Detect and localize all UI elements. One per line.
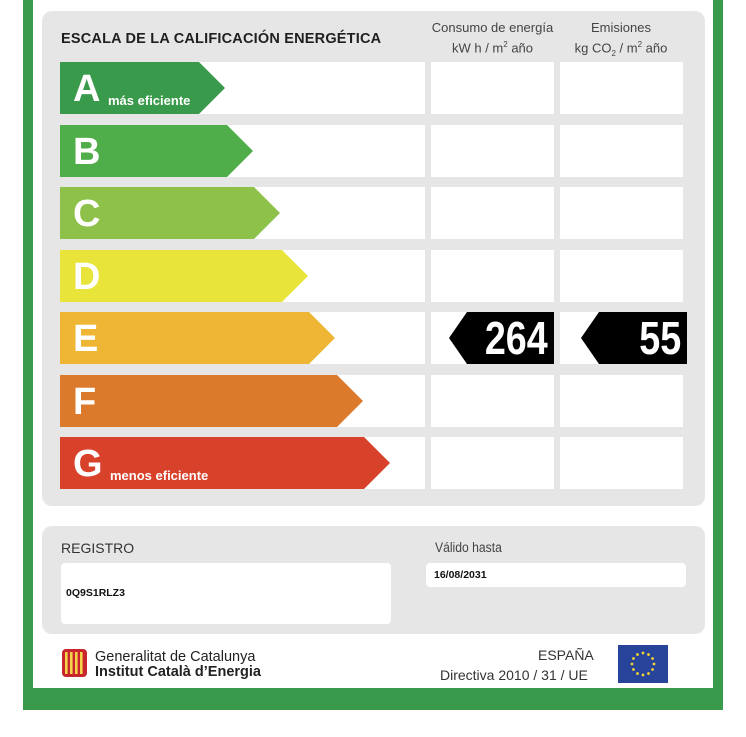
rating-arrow-d [60, 250, 308, 302]
scale-title: ESCALA DE LA CALIFICACIÓN ENERGÉTICA [61, 31, 382, 47]
energy-header-line1: Consumo de energía [431, 20, 554, 35]
rating-arrow-shape [60, 312, 335, 364]
org-name-line2: Institut Català d’Energia [95, 664, 261, 680]
eu-star [632, 668, 635, 671]
rating-arrow-a [60, 62, 225, 114]
eu-star [653, 663, 656, 666]
catalonia-emblem-icon [61, 648, 88, 678]
rating-letter: D [73, 256, 101, 298]
country-label: ESPAÑA [538, 647, 594, 663]
energy-cell [431, 187, 554, 239]
emissions-cell [560, 62, 683, 114]
energy-cell [431, 375, 554, 427]
registration-code: 0Q9S1RLZ3 [66, 587, 125, 599]
eu-star [631, 663, 634, 666]
energy-cell [431, 250, 554, 302]
rating-note: menos eficiente [110, 468, 209, 483]
eu-star [636, 653, 639, 656]
rating-arrow-e [60, 312, 335, 364]
rating-letter: E [73, 318, 99, 360]
emissions-cell [560, 187, 683, 239]
rating-note: más eficiente [108, 93, 191, 108]
rating-arrow-b [60, 125, 253, 177]
directive-label: Directiva 2010 / 31 / UE [440, 667, 588, 683]
rating-arrow-f [60, 375, 363, 427]
emissions-cell [560, 375, 683, 427]
rating-letter: C [73, 193, 101, 235]
rating-arrow-shape [60, 375, 363, 427]
emissions-cell [560, 250, 683, 302]
eu-star [651, 668, 654, 671]
emissions-header-line2: kg $CO_2 / m^2$ año [574, 40, 668, 58]
rating-arrow-g [60, 437, 390, 489]
energy-header-line2: kW h / $m^2$ año [451, 40, 534, 56]
eu-star [651, 657, 654, 660]
eu-star [636, 672, 639, 675]
rating-letter: G [73, 443, 103, 485]
energy-indicator-value: 264 [485, 312, 548, 364]
org-name-line1: Generalitat de Catalunya [95, 649, 256, 665]
emissions-column-header [556, 19, 686, 62]
valid-until-label: Válido hasta [435, 540, 502, 555]
rating-letter: F [73, 381, 97, 423]
emissions-cell [560, 437, 683, 489]
energy-cell [431, 62, 554, 114]
valid-until-date: 16/08/2031 [434, 569, 487, 581]
emissions-indicator [581, 312, 687, 364]
rating-letter: B [73, 131, 101, 173]
eu-star [642, 652, 645, 655]
energy-column-header [426, 19, 559, 56]
energy-cell [431, 125, 554, 177]
energy-indicator [449, 312, 554, 364]
rating-arrow-c [60, 187, 280, 239]
emissions-indicator-value: 55 [639, 312, 681, 364]
eu-star [647, 653, 650, 656]
eu-star [642, 674, 645, 677]
rating-letter: A [73, 68, 101, 110]
registration-label: REGISTRO [61, 540, 135, 556]
energy-cell [431, 437, 554, 489]
eu-star [632, 657, 635, 660]
emissions-header-line1: Emisiones [591, 20, 651, 35]
eu-flag-icon [618, 645, 668, 683]
emissions-cell [560, 125, 683, 177]
eu-star [647, 672, 650, 675]
